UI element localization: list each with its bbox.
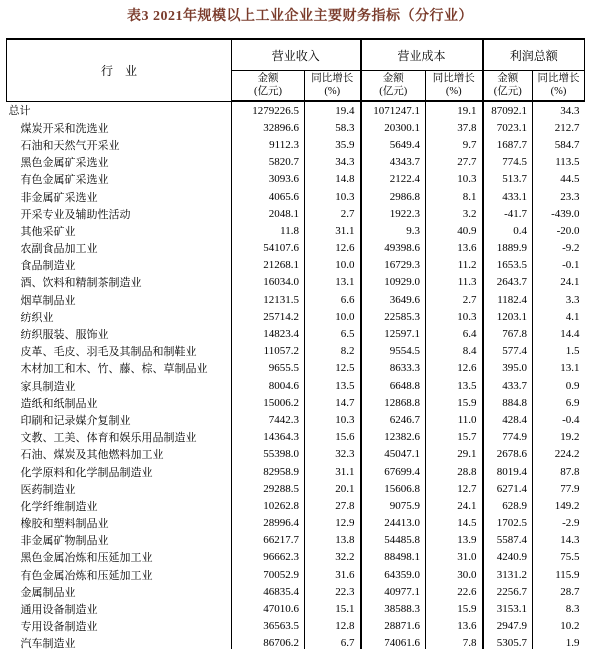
table-row	[7, 101, 585, 119]
value-cell: 5649.4	[361, 136, 426, 153]
value-cell: 1702.5	[483, 515, 533, 532]
value-cell: 15.1	[305, 600, 361, 617]
value-cell: 3153.1	[483, 600, 533, 617]
value-cell: 74061.6	[361, 635, 426, 649]
value-cell: 628.9	[483, 497, 533, 514]
value-cell: 11.0	[426, 411, 483, 428]
table-row	[7, 532, 585, 549]
value-cell: 10.0	[305, 308, 361, 325]
value-cell: 774.5	[483, 154, 533, 171]
cost-amount-header	[361, 71, 426, 102]
value-cell: 1922.3	[361, 205, 426, 222]
value-cell: 6.6	[305, 291, 361, 308]
value-cell: 22.3	[305, 583, 361, 600]
value-cell: 19.1	[426, 101, 483, 119]
value-cell: 15.9	[426, 600, 483, 617]
industry-cell: 橡胶和塑料制品业	[7, 515, 232, 532]
value-cell: 40.9	[426, 222, 483, 239]
value-cell: 30.0	[426, 566, 483, 583]
value-cell: 8.2	[305, 343, 361, 360]
value-cell: 14.8	[305, 171, 361, 188]
industry-column-header: 行 业	[7, 39, 232, 101]
value-cell: 64359.0	[361, 566, 426, 583]
table-row	[7, 257, 585, 274]
value-cell: 32.3	[305, 446, 361, 463]
value-cell: 1071247.1	[361, 101, 426, 119]
value-cell: 40977.1	[361, 583, 426, 600]
revenue-amount-header	[232, 71, 305, 102]
value-cell: 2947.9	[483, 618, 533, 635]
value-cell: 47010.6	[232, 600, 305, 617]
sub-header-unit: (亿元)	[254, 85, 282, 97]
industry-cell: 化学原料和化学制品制造业	[7, 463, 232, 480]
value-cell: 11.3	[426, 274, 483, 291]
value-cell: 15606.8	[361, 480, 426, 497]
sub-header-label: 同比增长	[537, 72, 580, 84]
value-cell: 433.1	[483, 188, 533, 205]
value-cell: 12.7	[426, 480, 483, 497]
industry-cell: 印刷和记录媒介复制业	[7, 411, 232, 428]
value-cell: 9112.3	[232, 136, 305, 153]
industry-cell: 黑色金属矿采选业	[7, 154, 232, 171]
value-cell: 28996.4	[232, 515, 305, 532]
table-row	[7, 205, 585, 222]
value-cell: 28.8	[426, 463, 483, 480]
value-cell: 86706.2	[232, 635, 305, 649]
value-cell: 224.2	[554, 448, 580, 461]
value-cell: 395.0	[483, 360, 533, 377]
table-row	[7, 463, 585, 480]
table-row	[7, 308, 585, 325]
value-cell: 31.0	[426, 549, 483, 566]
value-cell: 14.5	[426, 515, 483, 532]
value-cell: 10.0	[305, 257, 361, 274]
table-row	[7, 222, 585, 239]
value-cell: 15.9	[426, 394, 483, 411]
value-cell: 54107.6	[232, 240, 305, 257]
value-cell: 28871.6	[361, 618, 426, 635]
value-cell: 15.6	[305, 429, 361, 446]
value-cell: 14.7	[305, 394, 361, 411]
value-cell: 14.4	[560, 328, 580, 341]
industry-cell: 农副食品加工业	[7, 240, 232, 257]
table-row	[7, 618, 585, 635]
financial-indicators-table	[6, 38, 585, 649]
value-cell: 12382.6	[361, 429, 426, 446]
value-cell: 1889.9	[483, 240, 533, 257]
table-row	[7, 497, 585, 514]
value-cell: 212.7	[554, 121, 580, 134]
group-header-operating-cost: 营业成本	[361, 39, 483, 71]
value-cell: 6.5	[305, 325, 361, 342]
value-cell: 2.7	[426, 291, 483, 308]
page-title: 表3 2021年规模以上工业企业主要财务指标（分行业）	[127, 9, 473, 24]
value-cell: 15.7	[426, 429, 483, 446]
industry-cell: 黑色金属冶炼和压延加工业	[7, 549, 232, 566]
value-cell: 46835.4	[232, 583, 305, 600]
value-cell: 31.1	[305, 222, 361, 239]
value-cell: 1.5	[565, 345, 580, 358]
value-cell: 767.8	[483, 325, 533, 342]
industry-cell: 有色金属矿采选业	[7, 171, 232, 188]
value-cell: 433.7	[483, 377, 533, 394]
value-cell: 1203.1	[483, 308, 533, 325]
value-cell: 2986.8	[361, 188, 426, 205]
sub-header-unit: (亿元)	[493, 85, 522, 97]
value-cell: 12.6	[305, 240, 361, 257]
value-cell: 2678.6	[483, 446, 533, 463]
value-cell: 29.1	[426, 446, 483, 463]
table-row	[7, 291, 585, 308]
table-row	[7, 343, 585, 360]
industry-cell: 家具制造业	[7, 377, 232, 394]
industry-cell: 汽车制造业	[7, 635, 232, 649]
value-cell: 9655.5	[232, 360, 305, 377]
value-cell: 31.6	[305, 566, 361, 583]
value-cell: 13.5	[305, 377, 361, 394]
value-cell: 7442.3	[232, 411, 305, 428]
value-cell: 4.1	[565, 310, 580, 323]
table-row	[7, 171, 585, 188]
value-cell: 14.3	[560, 534, 580, 547]
industry-cell: 化学纤维制造业	[7, 497, 232, 514]
group-header-row	[7, 39, 585, 71]
value-cell: 5820.7	[232, 154, 305, 171]
value-cell: 8.3	[565, 603, 580, 616]
table-row	[7, 411, 585, 428]
table-row	[7, 154, 585, 171]
value-cell: 11057.2	[232, 343, 305, 360]
table-row	[7, 394, 585, 411]
value-cell: 36563.5	[232, 618, 305, 635]
value-cell: 32.2	[305, 549, 361, 566]
revenue-growth-header	[305, 71, 361, 102]
value-cell: 12868.8	[361, 394, 426, 411]
value-cell: 4240.9	[483, 549, 533, 566]
value-cell: -20.0	[556, 224, 580, 237]
value-cell: 513.7	[483, 171, 533, 188]
value-cell: 3649.6	[361, 291, 426, 308]
value-cell: 12.9	[305, 515, 361, 532]
industry-cell: 有色金属冶炼和压延加工业	[7, 566, 232, 583]
industry-cell: 医药制造业	[7, 480, 232, 497]
value-cell: 12.6	[426, 360, 483, 377]
profit-amount-header	[483, 71, 533, 102]
value-cell: 9075.9	[361, 497, 426, 514]
value-cell: 113.5	[555, 156, 580, 169]
value-cell: 3.2	[426, 205, 483, 222]
industry-cell: 非金属矿采选业	[7, 188, 232, 205]
value-cell: 10.3	[426, 171, 483, 188]
value-cell: 22.6	[426, 583, 483, 600]
industry-cell: 非金属矿物制品业	[7, 532, 232, 549]
industry-cell: 金属制品业	[7, 583, 232, 600]
value-cell: 10.3	[305, 411, 361, 428]
sub-header-label: 同比增长	[311, 72, 354, 84]
value-cell: 1279226.5	[232, 101, 305, 119]
value-cell: 13.1	[560, 362, 580, 375]
value-cell: 13.8	[305, 532, 361, 549]
value-cell: 8.4	[426, 343, 483, 360]
value-cell: 37.8	[426, 119, 483, 136]
table-row	[7, 240, 585, 257]
value-cell: 6.4	[426, 325, 483, 342]
value-cell: 6.7	[305, 635, 361, 649]
value-cell: 7023.1	[483, 119, 533, 136]
value-cell: 774.9	[483, 429, 533, 446]
table-row	[7, 274, 585, 291]
value-cell: 21268.1	[232, 257, 305, 274]
sub-header-label: 金额	[257, 72, 279, 84]
cost-growth-header	[426, 71, 483, 102]
value-cell: 13.6	[426, 240, 483, 257]
value-cell: 23.3	[560, 190, 580, 203]
industry-cell: 纺织业	[7, 308, 232, 325]
value-cell: -439.0	[551, 207, 580, 220]
value-cell: 34.3	[560, 104, 580, 117]
value-cell: 14823.4	[232, 325, 305, 342]
value-cell: 58.3	[305, 119, 361, 136]
value-cell: 8019.4	[483, 463, 533, 480]
value-cell: 149.2	[554, 499, 580, 512]
industry-cell: 总计	[7, 101, 232, 119]
industry-cell: 石油和天然气开采业	[7, 136, 232, 153]
value-cell: 45047.1	[361, 446, 426, 463]
value-cell: 12.5	[305, 360, 361, 377]
value-cell: 54485.8	[361, 532, 426, 549]
table-row	[7, 360, 585, 377]
table-row	[7, 549, 585, 566]
value-cell: 29288.5	[232, 480, 305, 497]
value-cell: -2.9	[562, 517, 580, 530]
value-cell: 24.1	[426, 497, 483, 514]
value-cell: 96662.3	[232, 549, 305, 566]
value-cell: -9.2	[562, 242, 580, 255]
industry-cell: 石油、煤炭及其他燃料加工业	[7, 446, 232, 463]
value-cell: 87.8	[560, 465, 580, 478]
group-header-operating-revenue: 营业收入	[232, 39, 361, 71]
value-cell: 6246.7	[361, 411, 426, 428]
value-cell: 8004.6	[232, 377, 305, 394]
value-cell: 82958.9	[232, 463, 305, 480]
value-cell: -41.7	[483, 205, 533, 222]
value-cell: 70052.9	[232, 566, 305, 583]
value-cell: 1687.7	[483, 136, 533, 153]
table-row	[7, 515, 585, 532]
value-cell: 6648.8	[361, 377, 426, 394]
industry-cell: 烟草制品业	[7, 291, 232, 308]
value-cell: 75.5	[560, 551, 580, 564]
value-cell: 2643.7	[483, 274, 533, 291]
table-row	[7, 635, 585, 649]
table-row	[7, 429, 585, 446]
industry-cell: 皮革、毛皮、羽毛及其制品和制鞋业	[7, 343, 232, 360]
value-cell: 115.9	[555, 568, 580, 581]
table-row	[7, 119, 585, 136]
value-cell: 13.5	[426, 377, 483, 394]
value-cell: 10929.0	[361, 274, 426, 291]
value-cell: 13.9	[426, 532, 483, 549]
value-cell: 31.1	[305, 463, 361, 480]
value-cell: 28.7	[560, 585, 580, 598]
value-cell: 22585.3	[361, 308, 426, 325]
value-cell: 1.9	[565, 637, 580, 649]
value-cell: 13.1	[305, 274, 361, 291]
value-cell: 3.3	[565, 293, 580, 306]
industry-cell: 造纸和纸制品业	[7, 394, 232, 411]
value-cell: 24413.0	[361, 515, 426, 532]
industry-cell: 食品制造业	[7, 257, 232, 274]
value-cell: 7.8	[426, 635, 483, 649]
value-cell: 24.1	[560, 276, 580, 289]
value-cell: 884.8	[483, 394, 533, 411]
value-cell: 12.8	[305, 618, 361, 635]
value-cell: 34.3	[305, 154, 361, 171]
table-row	[7, 188, 585, 205]
value-cell: 10.2	[560, 620, 580, 633]
value-cell: 4065.6	[232, 188, 305, 205]
value-cell: 38588.3	[361, 600, 426, 617]
industry-cell: 其他采矿业	[7, 222, 232, 239]
table-row	[7, 480, 585, 497]
value-cell: 9.7	[426, 136, 483, 153]
value-cell: 19.4	[305, 101, 361, 119]
value-cell: 6.9	[565, 396, 580, 409]
table-row	[7, 583, 585, 600]
value-cell: 87092.1	[483, 101, 533, 119]
value-cell: 1653.5	[483, 257, 533, 274]
value-cell: 12131.5	[232, 291, 305, 308]
industry-cell: 煤炭开采和洗选业	[7, 119, 232, 136]
value-cell: 2.7	[305, 205, 361, 222]
value-cell: 9554.5	[361, 343, 426, 360]
value-cell: 14364.3	[232, 429, 305, 446]
value-cell: 10262.8	[232, 497, 305, 514]
industry-cell: 专用设备制造业	[7, 618, 232, 635]
value-cell: 20300.1	[361, 119, 426, 136]
table-row	[7, 446, 585, 463]
profit-growth-header	[533, 71, 585, 102]
value-cell: 8.1	[426, 188, 483, 205]
value-cell: -0.1	[562, 259, 580, 272]
table-row	[7, 377, 585, 394]
value-cell: 9.3	[361, 222, 426, 239]
value-cell: 35.9	[305, 136, 361, 153]
sub-header-label: 金额	[497, 72, 519, 84]
sub-header-unit: (%)	[445, 85, 462, 97]
value-cell: 0.9	[565, 379, 580, 392]
value-cell: 1182.4	[483, 291, 533, 308]
value-cell: 13.6	[426, 618, 483, 635]
value-cell: 2048.1	[232, 205, 305, 222]
value-cell: 6271.4	[483, 480, 533, 497]
industry-cell: 木材加工和木、竹、藤、棕、草制品业	[7, 360, 232, 377]
value-cell: 55398.0	[232, 446, 305, 463]
value-cell: 44.5	[560, 173, 580, 186]
group-header-total-profit: 利润总额	[483, 39, 585, 71]
value-cell: 67699.4	[361, 463, 426, 480]
value-cell: 16729.3	[361, 257, 426, 274]
table-row	[7, 566, 585, 583]
value-cell: 25714.2	[232, 308, 305, 325]
value-cell: 2256.7	[483, 583, 533, 600]
value-cell: 584.7	[554, 138, 580, 151]
value-cell: 66217.7	[232, 532, 305, 549]
value-cell: 10.3	[305, 188, 361, 205]
value-cell: 5305.7	[483, 635, 533, 649]
industry-cell: 开采专业及辅助性活动	[7, 205, 232, 222]
value-cell: 20.1	[305, 480, 361, 497]
sub-header-unit: (%)	[324, 85, 341, 97]
industry-cell: 纺织服装、服饰业	[7, 325, 232, 342]
industry-cell: 通用设备制造业	[7, 600, 232, 617]
value-cell: 12597.1	[361, 325, 426, 342]
value-cell: 2122.4	[361, 171, 426, 188]
value-cell: 77.9	[560, 482, 580, 495]
value-cell: 428.4	[483, 411, 533, 428]
sub-header-unit: (亿元)	[379, 85, 408, 97]
value-cell: 3131.2	[483, 566, 533, 583]
value-cell: 11.2	[426, 257, 483, 274]
table-row	[7, 325, 585, 342]
value-cell: 27.7	[426, 154, 483, 171]
industry-cell: 文教、工美、体育和娱乐用品制造业	[7, 429, 232, 446]
value-cell: 11.8	[232, 222, 305, 239]
value-cell: 5587.4	[483, 532, 533, 549]
value-cell: 27.8	[305, 497, 361, 514]
value-cell: 4343.7	[361, 154, 426, 171]
value-cell: 577.4	[483, 343, 533, 360]
sub-header-label: 金额	[382, 72, 404, 84]
industry-cell: 酒、饮料和精制茶制造业	[7, 274, 232, 291]
table-row	[7, 136, 585, 153]
table-row	[7, 600, 585, 617]
sub-header-unit: (%)	[550, 85, 567, 97]
value-cell: 10.3	[426, 308, 483, 325]
value-cell: 49398.6	[361, 240, 426, 257]
value-cell: 16034.0	[232, 274, 305, 291]
value-cell: 15006.2	[232, 394, 305, 411]
value-cell: 32896.6	[232, 119, 305, 136]
value-cell: 0.4	[483, 222, 533, 239]
value-cell: -0.4	[562, 413, 580, 426]
value-cell: 3093.6	[232, 171, 305, 188]
value-cell: 88498.1	[361, 549, 426, 566]
value-cell: 19.2	[560, 431, 580, 444]
sub-header-label: 同比增长	[432, 72, 475, 84]
value-cell: 8633.3	[361, 360, 426, 377]
table-body	[7, 101, 585, 649]
